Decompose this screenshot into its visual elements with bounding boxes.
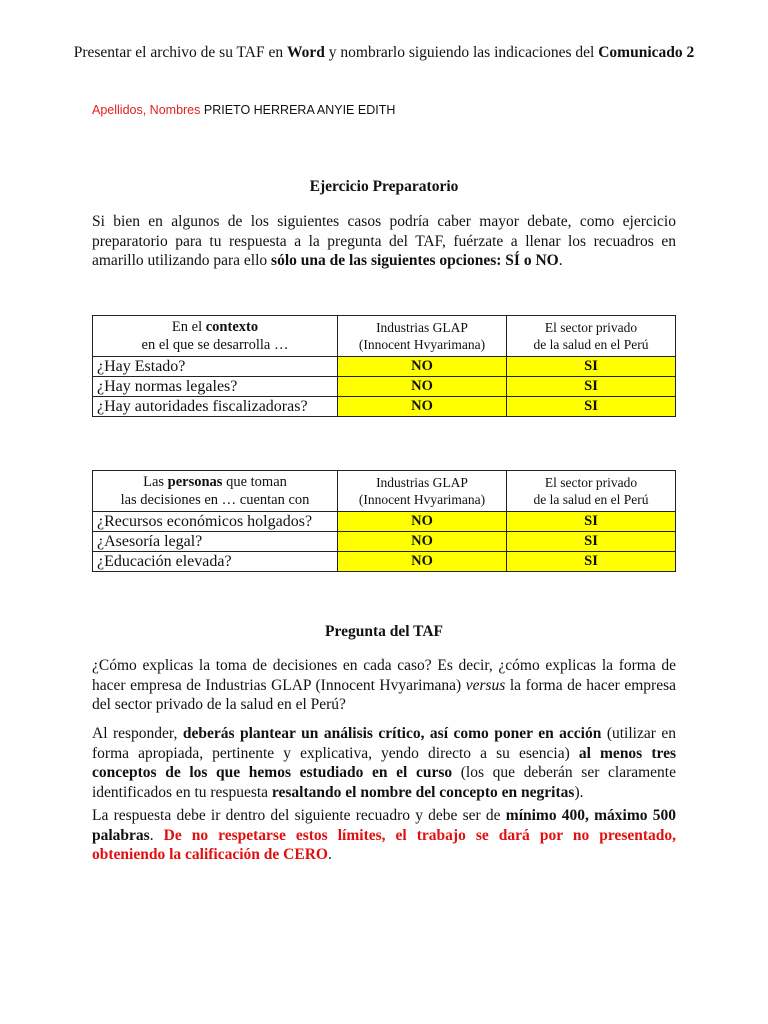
answer-cell-glap[interactable]: NO bbox=[338, 512, 507, 532]
exercise-intro: Si bien en algunos de los siguientes casos podría caber mayor debate, como ejercicio preparatorio para tu respuesta a la pregunta del TAF, fuérzate a llenar los recuadros en amarillo utilizando para ello sólo una de las siguientes opciones: SÍ o NO. bbox=[92, 213, 676, 269]
instruction-text: Presentar el archivo de su TAF en bbox=[73, 44, 287, 61]
table-row bbox=[93, 357, 676, 377]
column-header-sector-privado: El sector privado de la salud en el Perú bbox=[507, 316, 676, 357]
table-row bbox=[93, 397, 676, 417]
exercise-title: Ejercicio Preparatorio bbox=[309, 178, 459, 195]
personas-table bbox=[92, 470, 676, 572]
answer-cell-sector[interactable]: SI bbox=[507, 512, 676, 532]
question-paragraph-1: ¿Cómo explicas la toma de decisiones en cada caso? Es decir, ¿cómo explicas la forma de hacer empresa de Industrias GLAP (Innocent Hvyarimana) versus la forma de hacer empresa del sector privado de la salud en el Perú? bbox=[92, 657, 676, 713]
answer-cell-glap[interactable]: NO bbox=[338, 357, 507, 377]
row-question: ¿Hay autoridades fiscalizadoras? bbox=[93, 397, 338, 417]
question-title: Pregunta del TAF bbox=[325, 623, 443, 640]
answer-cell-sector[interactable]: SI bbox=[507, 552, 676, 572]
row-question: ¿Recursos económicos holgados? bbox=[93, 512, 338, 532]
row-question: ¿Hay normas legales? bbox=[93, 377, 338, 397]
row-question: ¿Hay Estado? bbox=[93, 357, 338, 377]
table-row bbox=[93, 532, 676, 552]
context-header: En el contexto en el que se desarrolla … bbox=[93, 316, 338, 357]
answer-cell-sector[interactable]: SI bbox=[507, 357, 676, 377]
answer-cell-sector[interactable]: SI bbox=[507, 397, 676, 417]
answer-cell-glap[interactable]: NO bbox=[338, 532, 507, 552]
name-label: Apellidos, Nombres bbox=[92, 103, 201, 117]
answer-cell-glap[interactable]: NO bbox=[338, 377, 507, 397]
question-paragraph-2: Al responder, deberás plantear un análisis crítico, así como poner en acción (utilizar en forma apropiada, pertinente y explicativa, yendo directo a su esencia) al menos tres conceptos de los que hemos estudiado en el curso (los que deberán ser claramente identificados en tu respuesta resaltando el nombre del concepto en negritas). bbox=[92, 725, 676, 801]
table-row bbox=[93, 377, 676, 397]
table-row bbox=[93, 552, 676, 572]
answer-cell-glap[interactable]: NO bbox=[338, 552, 507, 572]
question-paragraph-3: La respuesta debe ir dentro del siguiente recuadro y debe ser de mínimo 400, máximo 500 palabras. De no respetarse estos límites, el trabajo se dará por no presentado, obteniendo la calificación de CERO. bbox=[92, 807, 677, 863]
instruction-word: Word bbox=[286, 44, 325, 61]
answer-cell-sector[interactable]: SI bbox=[507, 532, 676, 552]
submission-instruction bbox=[0, 44, 768, 62]
student-name: PRIETO HERRERA ANYIE EDITH bbox=[203, 103, 396, 117]
row-question: ¿Educación elevada? bbox=[93, 552, 338, 572]
row-question: ¿Asesoría legal? bbox=[93, 532, 338, 552]
column-header-glap: Industrias GLAP (Innocent Hvyarimana) bbox=[338, 471, 507, 512]
personas-header: Las personas que toman las decisiones en … cuentan con bbox=[93, 471, 338, 512]
table-header-row bbox=[93, 316, 676, 357]
student-name-line bbox=[92, 103, 395, 117]
instruction-comunicado: Comunicado 2 bbox=[598, 44, 695, 61]
table-header-row bbox=[93, 471, 676, 512]
answer-cell-glap[interactable]: NO bbox=[338, 397, 507, 417]
table-row bbox=[93, 512, 676, 532]
column-header-glap: Industrias GLAP (Innocent Hvyarimana) bbox=[338, 316, 507, 357]
answer-cell-sector[interactable]: SI bbox=[507, 377, 676, 397]
instruction-text-mid: y nombrarlo siguiendo las indicaciones del bbox=[324, 44, 599, 61]
column-header-sector-privado: El sector privado de la salud en el Perú bbox=[507, 471, 676, 512]
context-table bbox=[92, 315, 676, 417]
